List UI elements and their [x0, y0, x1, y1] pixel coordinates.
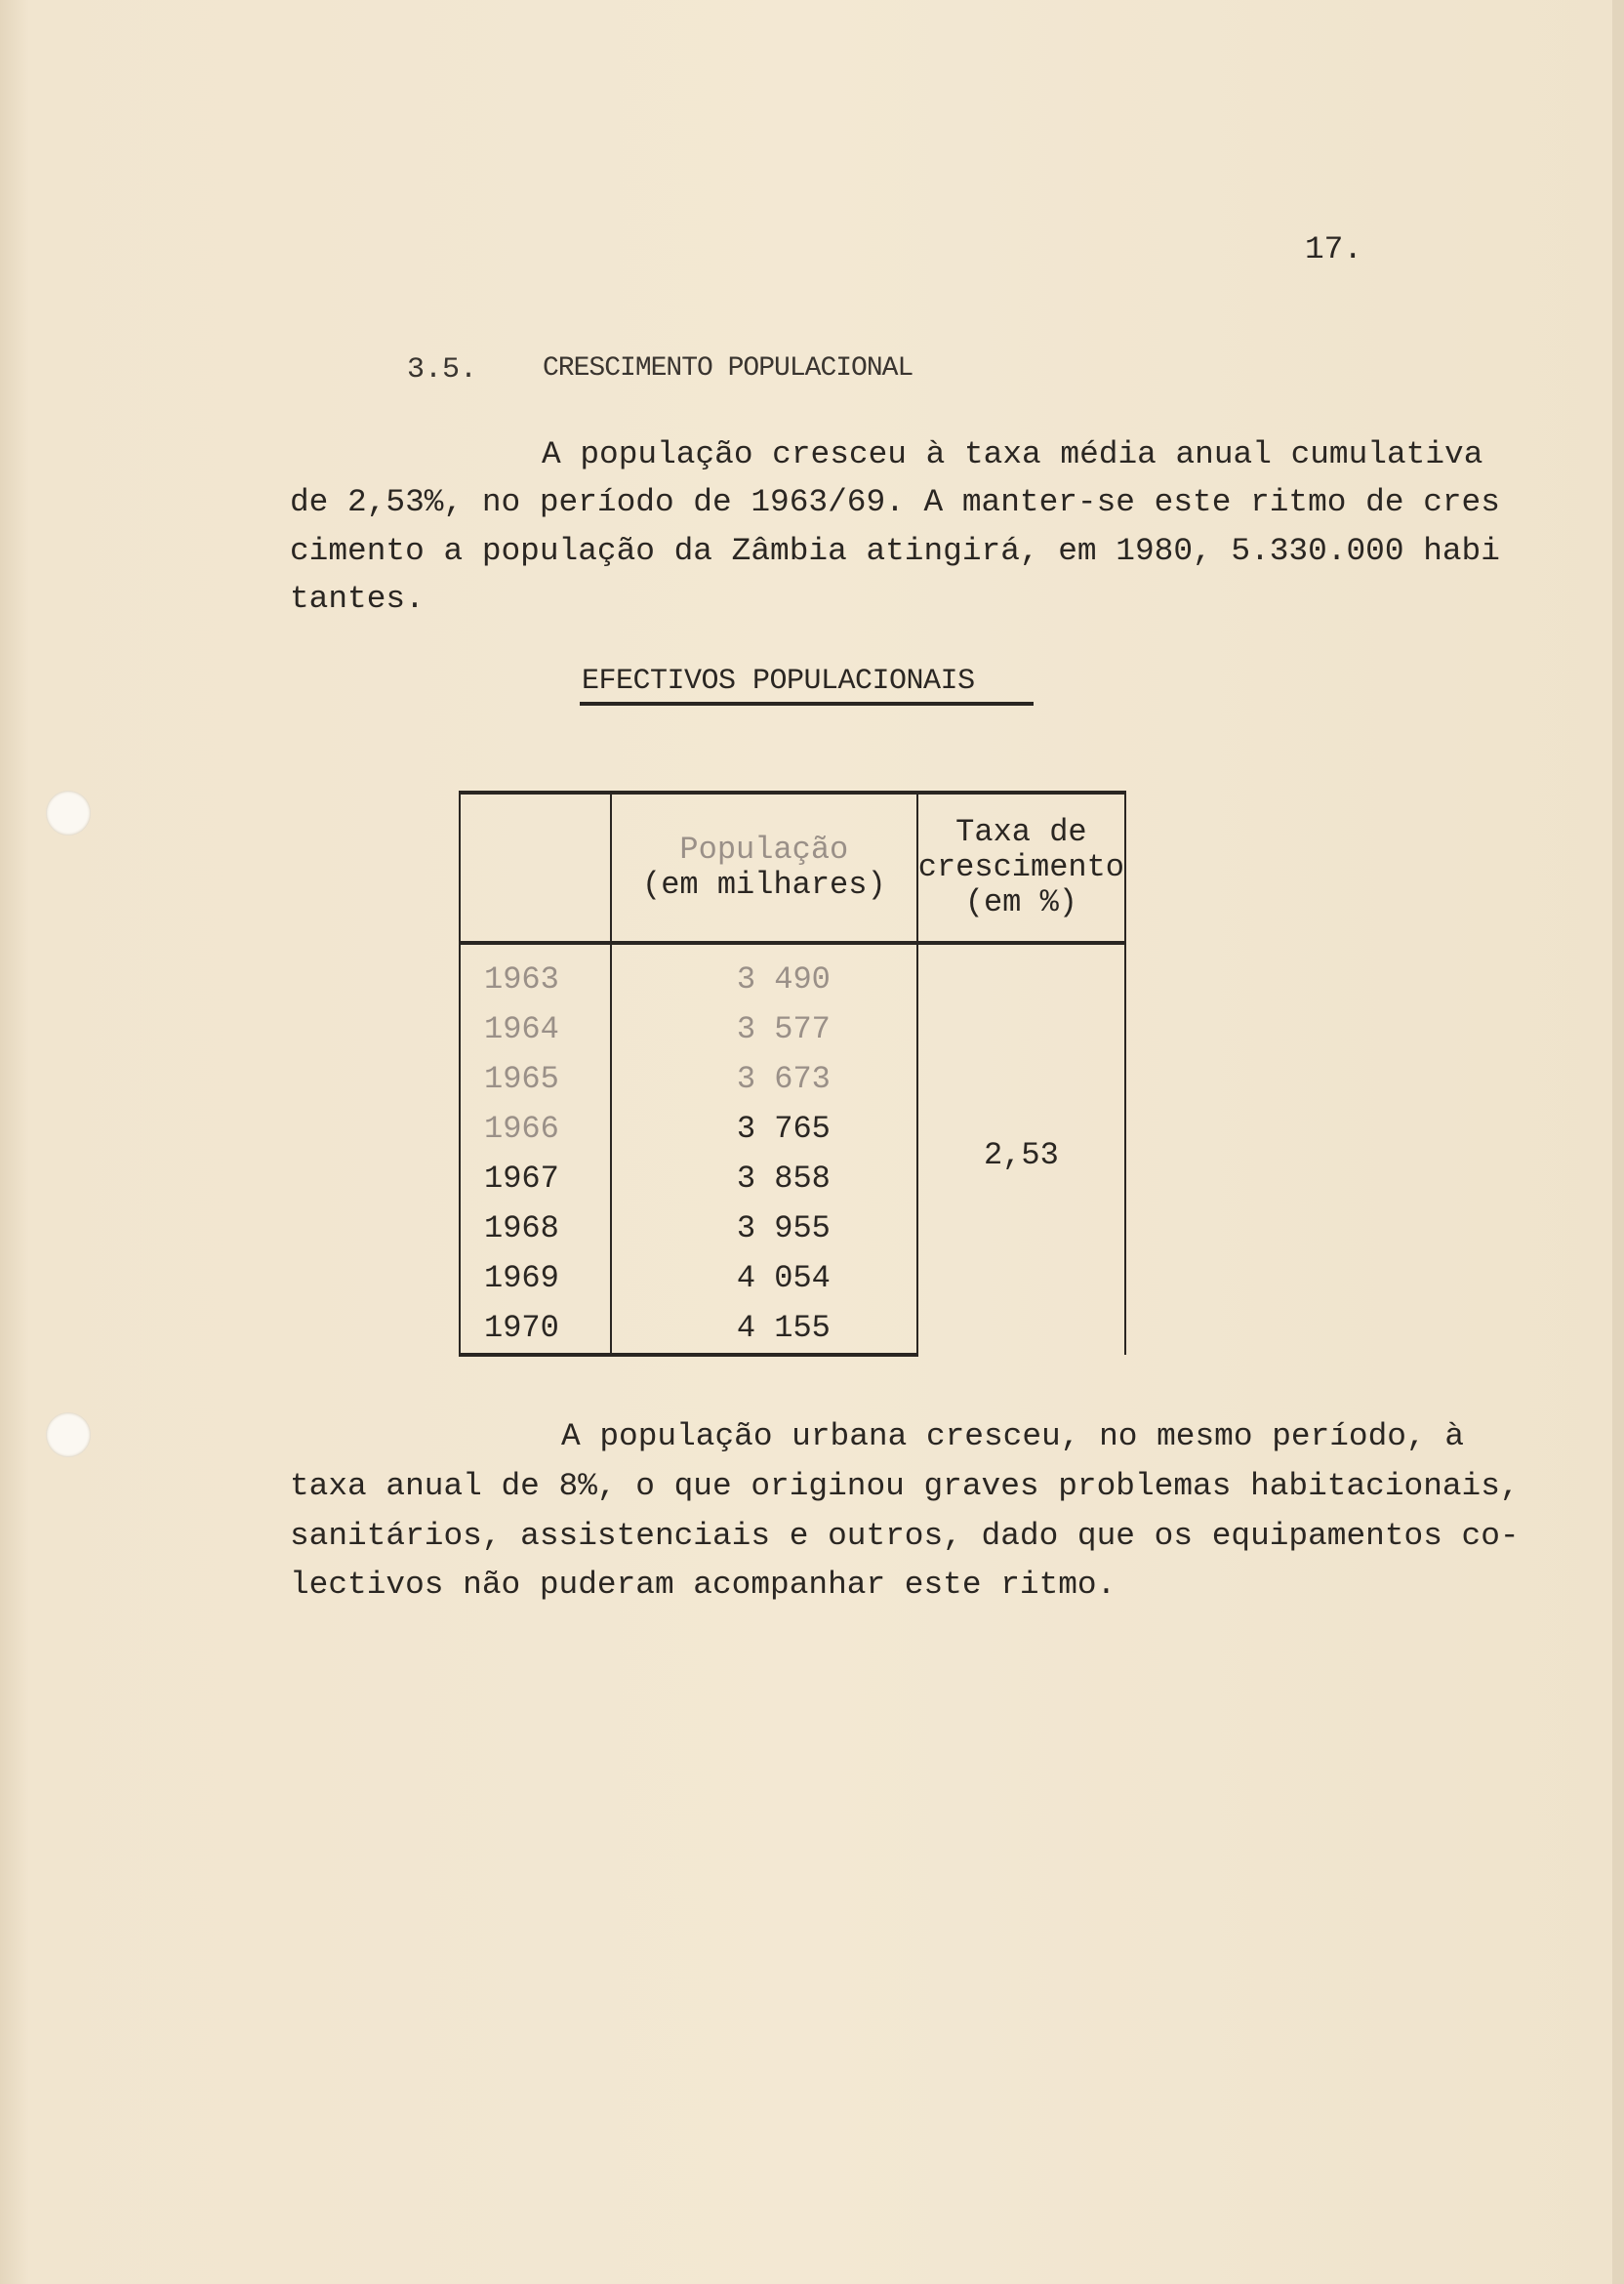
paragraph1-line: A população cresceu à taxa média anual cumulativa [542, 436, 1483, 472]
table-row: 1965 3 673 [460, 1054, 1125, 1104]
page-number: 17. [1305, 231, 1363, 267]
punch-hole [46, 1412, 91, 1457]
table-row: 1966 3 765 [460, 1104, 1125, 1154]
paragraph2-line: A população urbana cresceu, no mesmo período, à [561, 1418, 1465, 1454]
table-title: EFECTIVOS POPULACIONAIS [582, 665, 975, 698]
header-population: População (em milhares) [611, 793, 917, 943]
punch-hole [46, 791, 91, 836]
section-number: 3.5. [407, 353, 478, 387]
growth-rate-cell: 2,53 [917, 943, 1125, 1355]
table-row: 1964 3 577 [460, 1004, 1125, 1054]
population-table [459, 791, 1126, 1357]
header-year [460, 793, 611, 943]
table-row: 1968 3 955 [460, 1203, 1125, 1253]
table-row: 1967 3 858 [460, 1154, 1125, 1203]
page-edge [1612, 0, 1624, 2284]
table-row: 1970 4 155 [460, 1303, 1125, 1355]
paragraph2-line: taxa anual de 8%, o que originou graves problemas habitacionais, [290, 1468, 1520, 1504]
header-rate: Taxa de crescimento (em %) [917, 793, 1125, 943]
table-row: 1969 4 054 [460, 1253, 1125, 1303]
section-title: CRESCIMENTO POPULACIONAL [543, 353, 914, 384]
paragraph1-line: tantes. [290, 581, 425, 617]
paragraph2-line: lectivos não puderam acompanhar este ritmo. [290, 1567, 1116, 1603]
paragraph1-line: de 2,53%, no período de 1963/69. A manter-se este ritmo de cres [290, 484, 1500, 520]
paragraph2-line: sanitários, assistenciais e outros, dado que os equipamentos co- [290, 1518, 1520, 1554]
paragraph1-line: cimento a população da Zâmbia atingirá, em 1980, 5.330.000 habi [290, 533, 1500, 569]
table-row: 1963 3 490 2,53 [460, 943, 1125, 1004]
table-title-underline [580, 702, 1034, 706]
